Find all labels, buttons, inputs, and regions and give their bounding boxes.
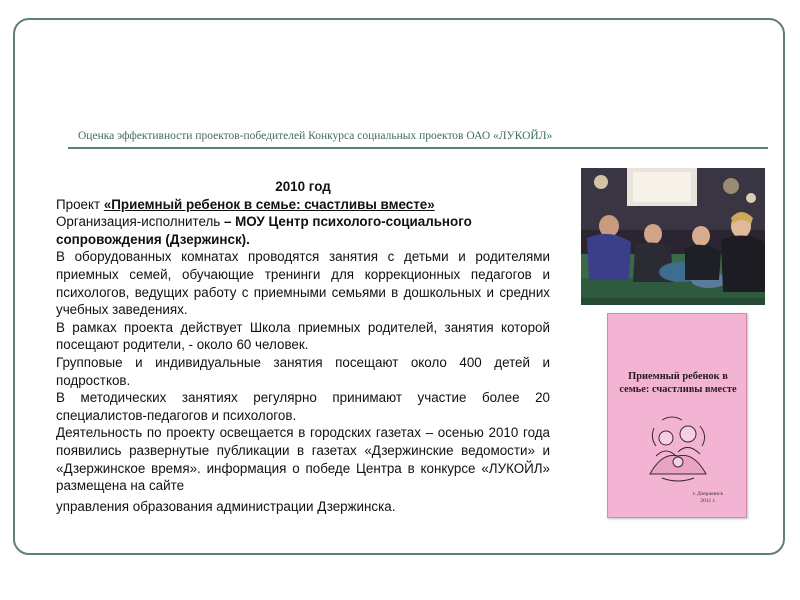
book-imprint [678,491,738,505]
paragraph-3: Групповые и индивидуальные занятия посещают около 400 детей и подростков. [56,354,550,388]
project-name: «Приемный ребенок в семье: счастливы вместе» [103,196,435,212]
book-year: 2011 г. [700,498,716,504]
paragraph-5-end: управления образования администрации Дзержинска. [56,498,396,514]
organization-prefix: Организация-исполнитель [56,214,224,230]
paragraph-1: В оборудованных комнатах проводятся занятия с детьми и родителями приемных семей, обучающие тренинги для коррекционных педагогов и психологов, ведущих работу с приемными семьями в дошкольных и средних учебных заведениях. [56,249,550,318]
group-session-photo [581,168,765,305]
organization-name: – МОУ Центр психолого-социального сопровождения (Дзержинск). [56,214,472,247]
book-city: г. Дзержинск [692,491,724,497]
paragraph-2: В рамках проекта действует Школа приемных родителей, занятия которой посещают родители, - около 60 человек. [56,319,550,353]
organization-line [56,213,550,248]
paragraph-5: Деятельность по проекту освещается в городских газетах – осенью 2010 года появились развернутые публикации в газетах «Дзержинские ведомости» и «Дзержинское время». информация о победе Центра в конкурсе «ЛУКОЙЛ» размещена на сайте [56,425,550,494]
header-divider [68,147,768,149]
book-cover [607,313,747,518]
paragraph-4: В методических занятиях регулярно принимают участие более 20 специалистов-педагогов и психологов. [56,390,550,423]
project-line [56,196,550,214]
project-description [56,178,550,515]
project-prefix: Проект [56,196,104,212]
year-heading: 2010 год [275,179,331,194]
slide-header-title: Оценка эффективности проектов-победителей Конкурса социальных проектов ОАО «ЛУКОЙЛ» [78,130,553,142]
family-illustration-icon [642,412,714,486]
book-title: Приемный ребенок в семье: счастливы вместе [619,371,737,395]
